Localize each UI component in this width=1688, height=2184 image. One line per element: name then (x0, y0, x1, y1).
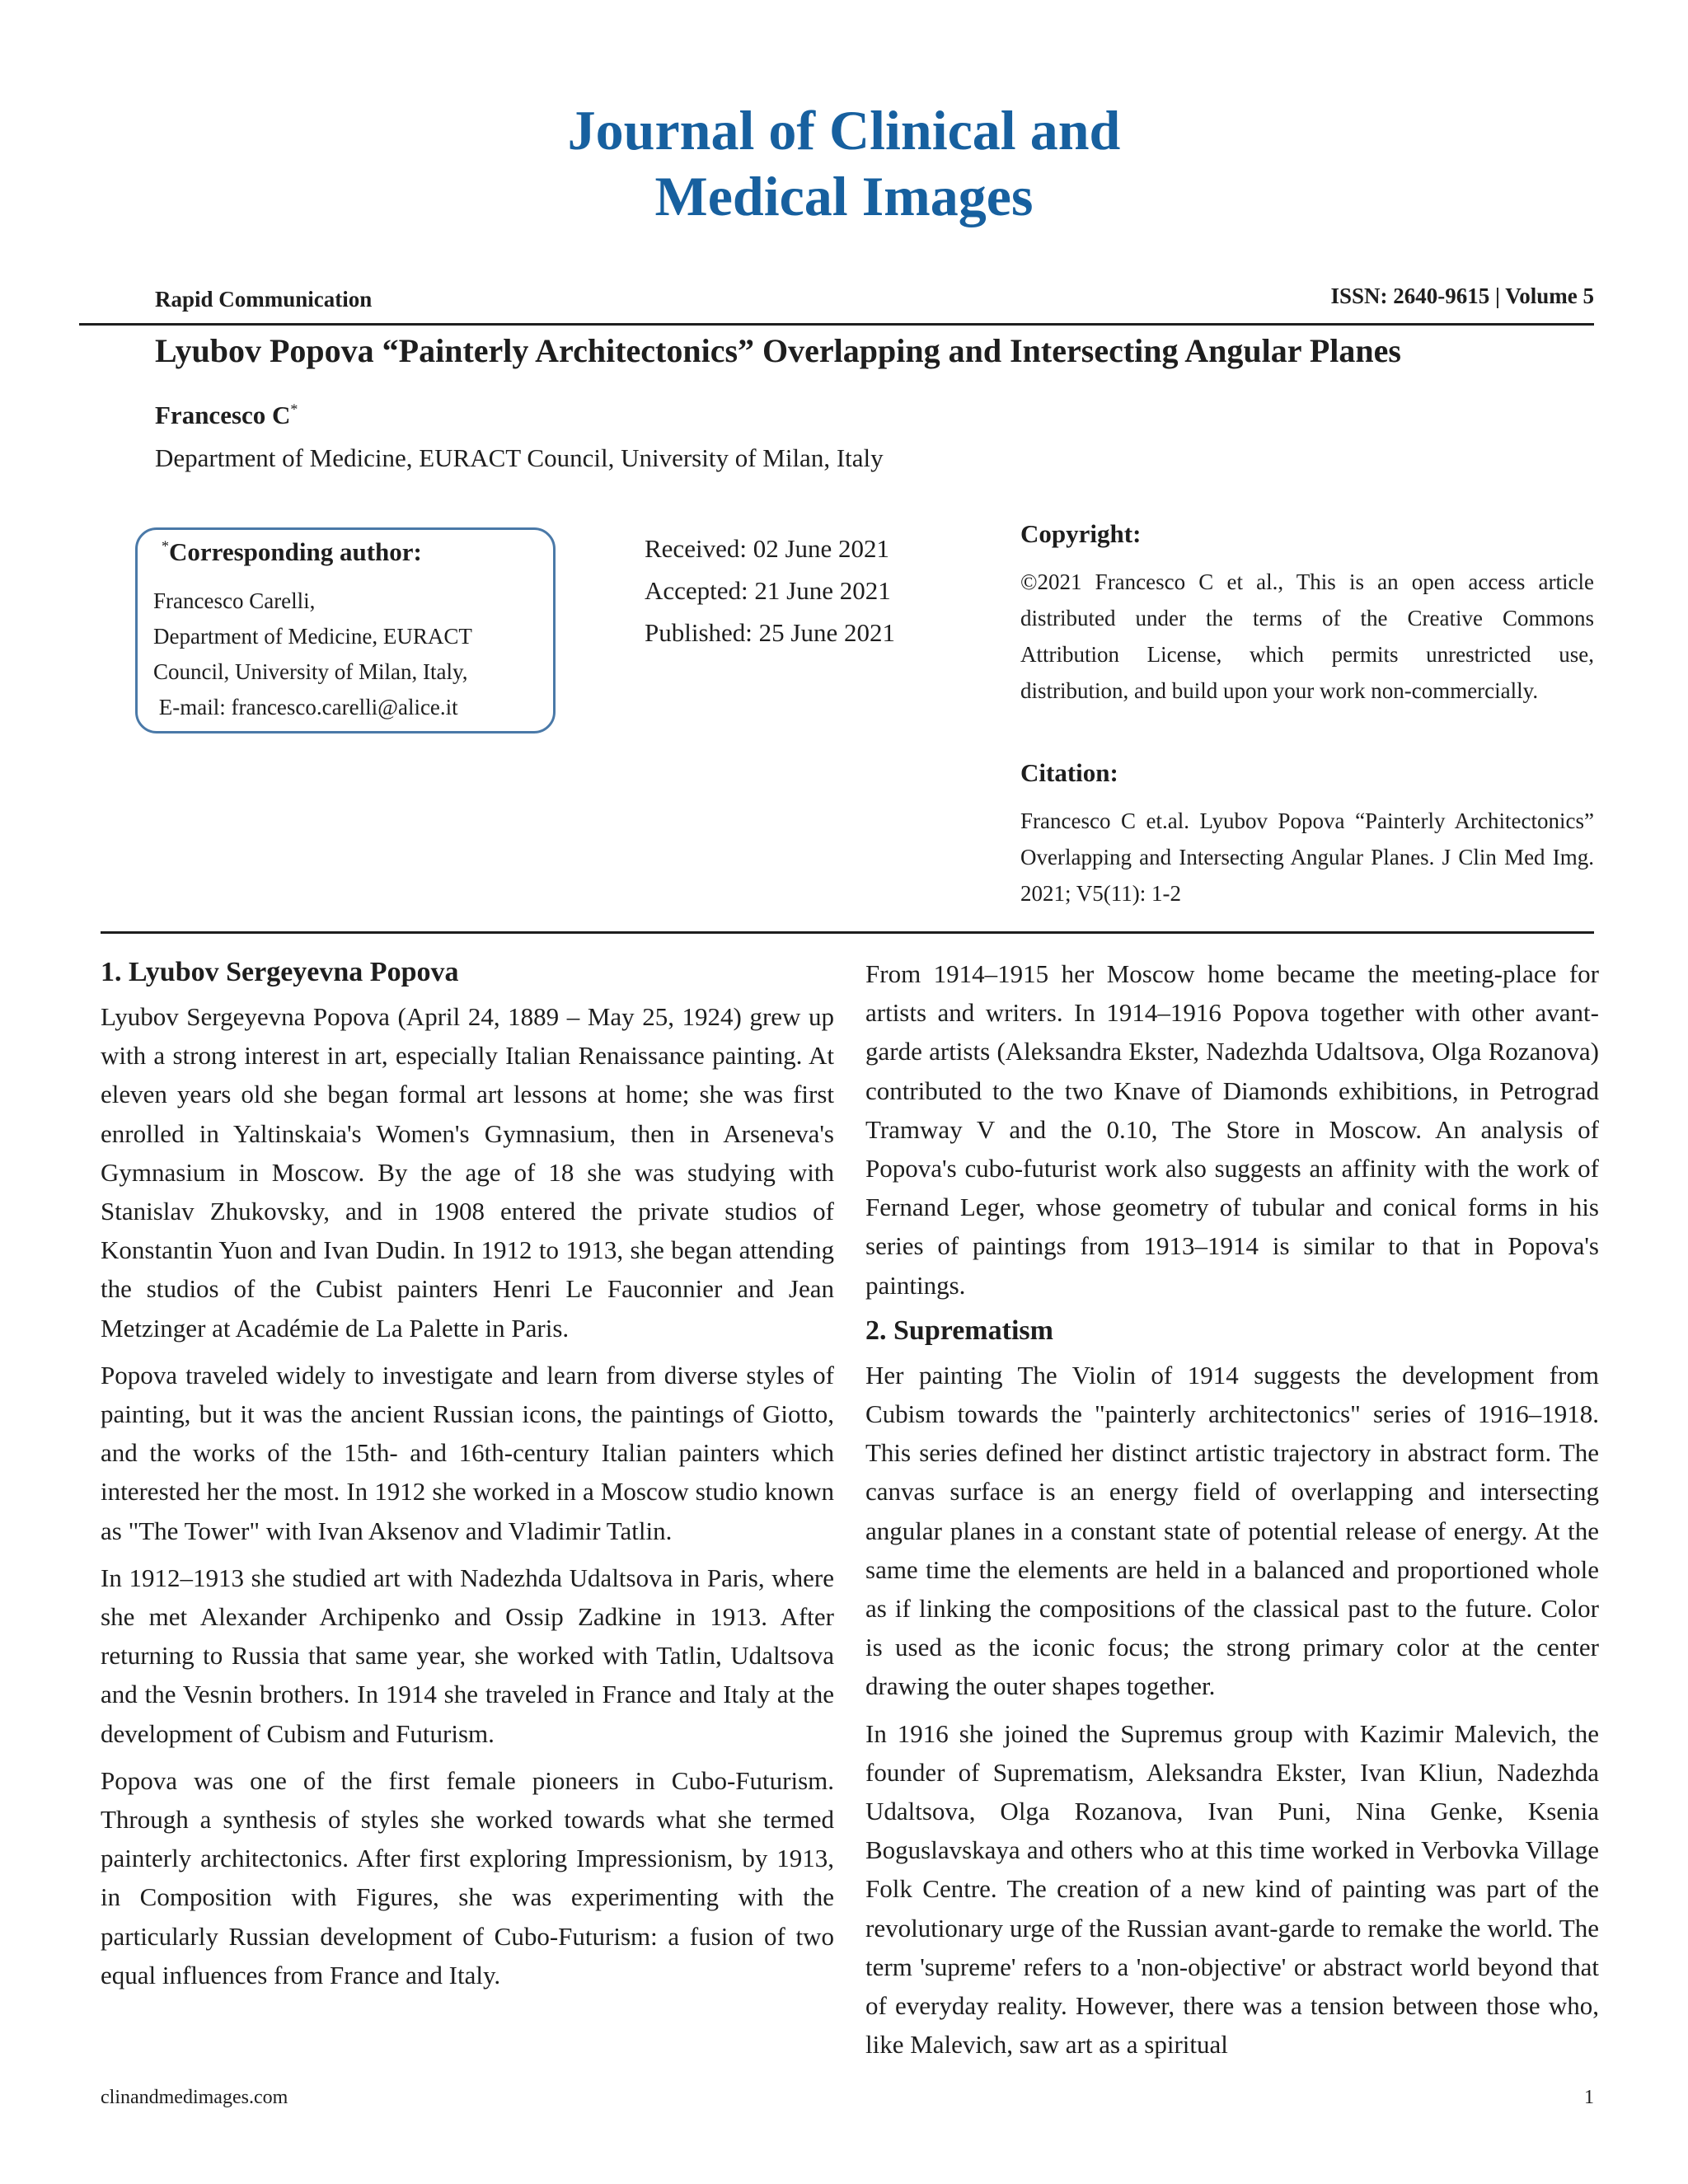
corresponding-heading-text: Corresponding author: (169, 537, 422, 566)
citation-heading: Citation: (1020, 758, 1118, 787)
author-name (155, 401, 298, 430)
header-rule (79, 323, 1594, 326)
issn-volume: ISSN: 2640-9615 | Volume 5 (1330, 284, 1594, 308)
author-name-text: Francesco C (155, 401, 291, 429)
corresponding-author-heading (162, 537, 422, 567)
journal-title-line2: Medical Images (654, 165, 1034, 227)
left-column (101, 954, 834, 2003)
article-type: Rapid Communication (155, 287, 373, 312)
copyright-heading: Copyright: (1020, 519, 1142, 548)
author-mark: * (290, 401, 298, 418)
page-number: 1 (1584, 2087, 1594, 2108)
author-affiliation: Department of Medicine, EURACT Council, University of Milan, Italy (155, 443, 884, 472)
journal-title (0, 97, 1688, 229)
article-title: Lyubov Popova “Painterly Architectonics” Overlapping and Intersecting Angular Planes (155, 332, 1401, 369)
journal-title-line1: Journal of Clinical and (567, 99, 1121, 162)
received-date: Received: 02 June 2021 (645, 534, 890, 563)
paragraph: Popova traveled widely to investigate and learn from diverse styles of painting, but it was the ancient Russian icons, the paintings of Giotto, and the works of the 15th- and 16th-century Italian painters which interested her the most. In 1912 she worked in a Moscow studio known as "The Tower" with Ivan Aksenov and Vladimir Tatlin. (101, 1360, 834, 1545)
corresponding-line: Council, University of Milan, Italy, (153, 659, 468, 684)
paragraph: In 1916 she joined the Supremus group with Kazimir Malevich, the founder of Suprematism, Aleksandra Ekster, Ivan Kliun, Nadezhda Udaltsova, Olga Rozanova, Ivan Puni, Nina Genke, Ksenia Boguslavskaya and others who at this time worked in Verbovka Village Folk Centre. The creation of a new kind of painting was part of the revolutionary urge of the Russian avant-garde to remake the world. The term 'supreme' refers to a 'non-objective' or abstract world beyond that of everyday reality. However, there was a tension between those who, like Malevich, saw art as a spiritual (865, 1718, 1599, 2060)
copyright-text: ©2021 Francesco C et al., This is an open access article distributed under the terms of the Creative Commons Attribution License, which permits unrestricted use, distribution, and build upon your work non-commercially. (1020, 569, 1594, 703)
body-rule (101, 931, 1594, 934)
paragraph: Her painting The Violin of 1914 suggests the development from Cubism towards the "painterly architectonics" series of 1916–1918. This series defined her distinct artistic trajectory in abstract form. The canvas surface is an energy field of overlapping and intersecting angular planes in a constant state of potential release of energy. At the same time the elements are held in a balanced and proportioned whole as if linking the compositions of the classical past to the future. Color is used as the iconic focus; the strong primary color at the center drawing the outer shapes together. (865, 1360, 1599, 1701)
paragraph: In 1912–1913 she studied art with Nadezhda Udaltsova in Paris, where she met Alexander Archipenko and Ossip Zadkine in 1913. After returning to Russia that same year, she worked with Tatlin, Udaltsova and the Vesnin brothers. In 1914 she traveled in France and Italy at the development of Cubism and Futurism. (101, 1563, 834, 1748)
right-column (865, 954, 1599, 2072)
published-date: Published: 25 June 2021 (645, 618, 895, 647)
paragraph: Popova was one of the first female pioneers in Cubo-Futurism. Through a synthesis of styles she worked towards what she termed painterly architectonics. After first exploring Impressionism, by 1913, in Composition with Figures, she was experimenting with the particularly Russian development of Cubo-Futurism: a fusion of two equal influences from France and Italy. (101, 1765, 834, 1990)
paragraph: From 1914–1915 her Moscow home became the meeting-place for artists and writers. In 1914–1916 Popova together with other avant-garde artists (Aleksandra Ekster, Nadezhda Udaltsova, Olga Rozanova) contributed to the two Knave of Diamonds exhibitions, in Petrograd Tramway V and the 0.10, The Store in Moscow. An analysis of Popova's cubo-futurist work also suggests an affinity with the work of Fernand Leger, whose geometry of tubular and conical forms in his series of paintings from 1913–1914 is similar to that in Popova's paintings. (865, 959, 1599, 1300)
citation-text: Francesco C et.al. Lyubov Popova “Painterly Architectonics” Overlapping and Intersecting Angular Planes. J Clin Med Img. 2021; V5(11): 1-2 (1020, 808, 1594, 906)
paragraph: Lyubov Sergeyevna Popova (April 24, 1889 – May 25, 1924) grew up with a strong interest in art, especially Italian Renaissance painting. At eleven years old she began formal art lessons at home; she was first enrolled in Yaltinskaia's Women's Gymnasium, then in Arseneva's Gymnasium in Moscow. By the age of 18 she was studying with Stanislav Zhukovsky, and in 1908 entered the private studios of Konstantin Yuon and Ivan Dudin. In 1912 to 1913, she began attending the studios of the Cubist painters Henri Le Fauconnier and Jean Metzinger at Académie de La Palette in Paris. (101, 1002, 834, 1343)
corresponding-line: Department of Medicine, EURACT (153, 624, 472, 649)
corresponding-email: E-mail: francesco.carelli@alice.it (153, 695, 458, 719)
section-2-heading: 2. Suprematism (865, 1315, 1053, 1346)
section-1-heading: 1. Lyubov Sergeyevna Popova (101, 957, 459, 987)
footer-website: clinandmedimages.com (101, 2087, 288, 2108)
corresponding-mark: * (162, 537, 169, 555)
corresponding-author-details (153, 583, 472, 725)
article-dates (645, 527, 895, 654)
corresponding-line: Francesco Carelli, (153, 588, 316, 613)
accepted-date: Accepted: 21 June 2021 (645, 576, 891, 605)
